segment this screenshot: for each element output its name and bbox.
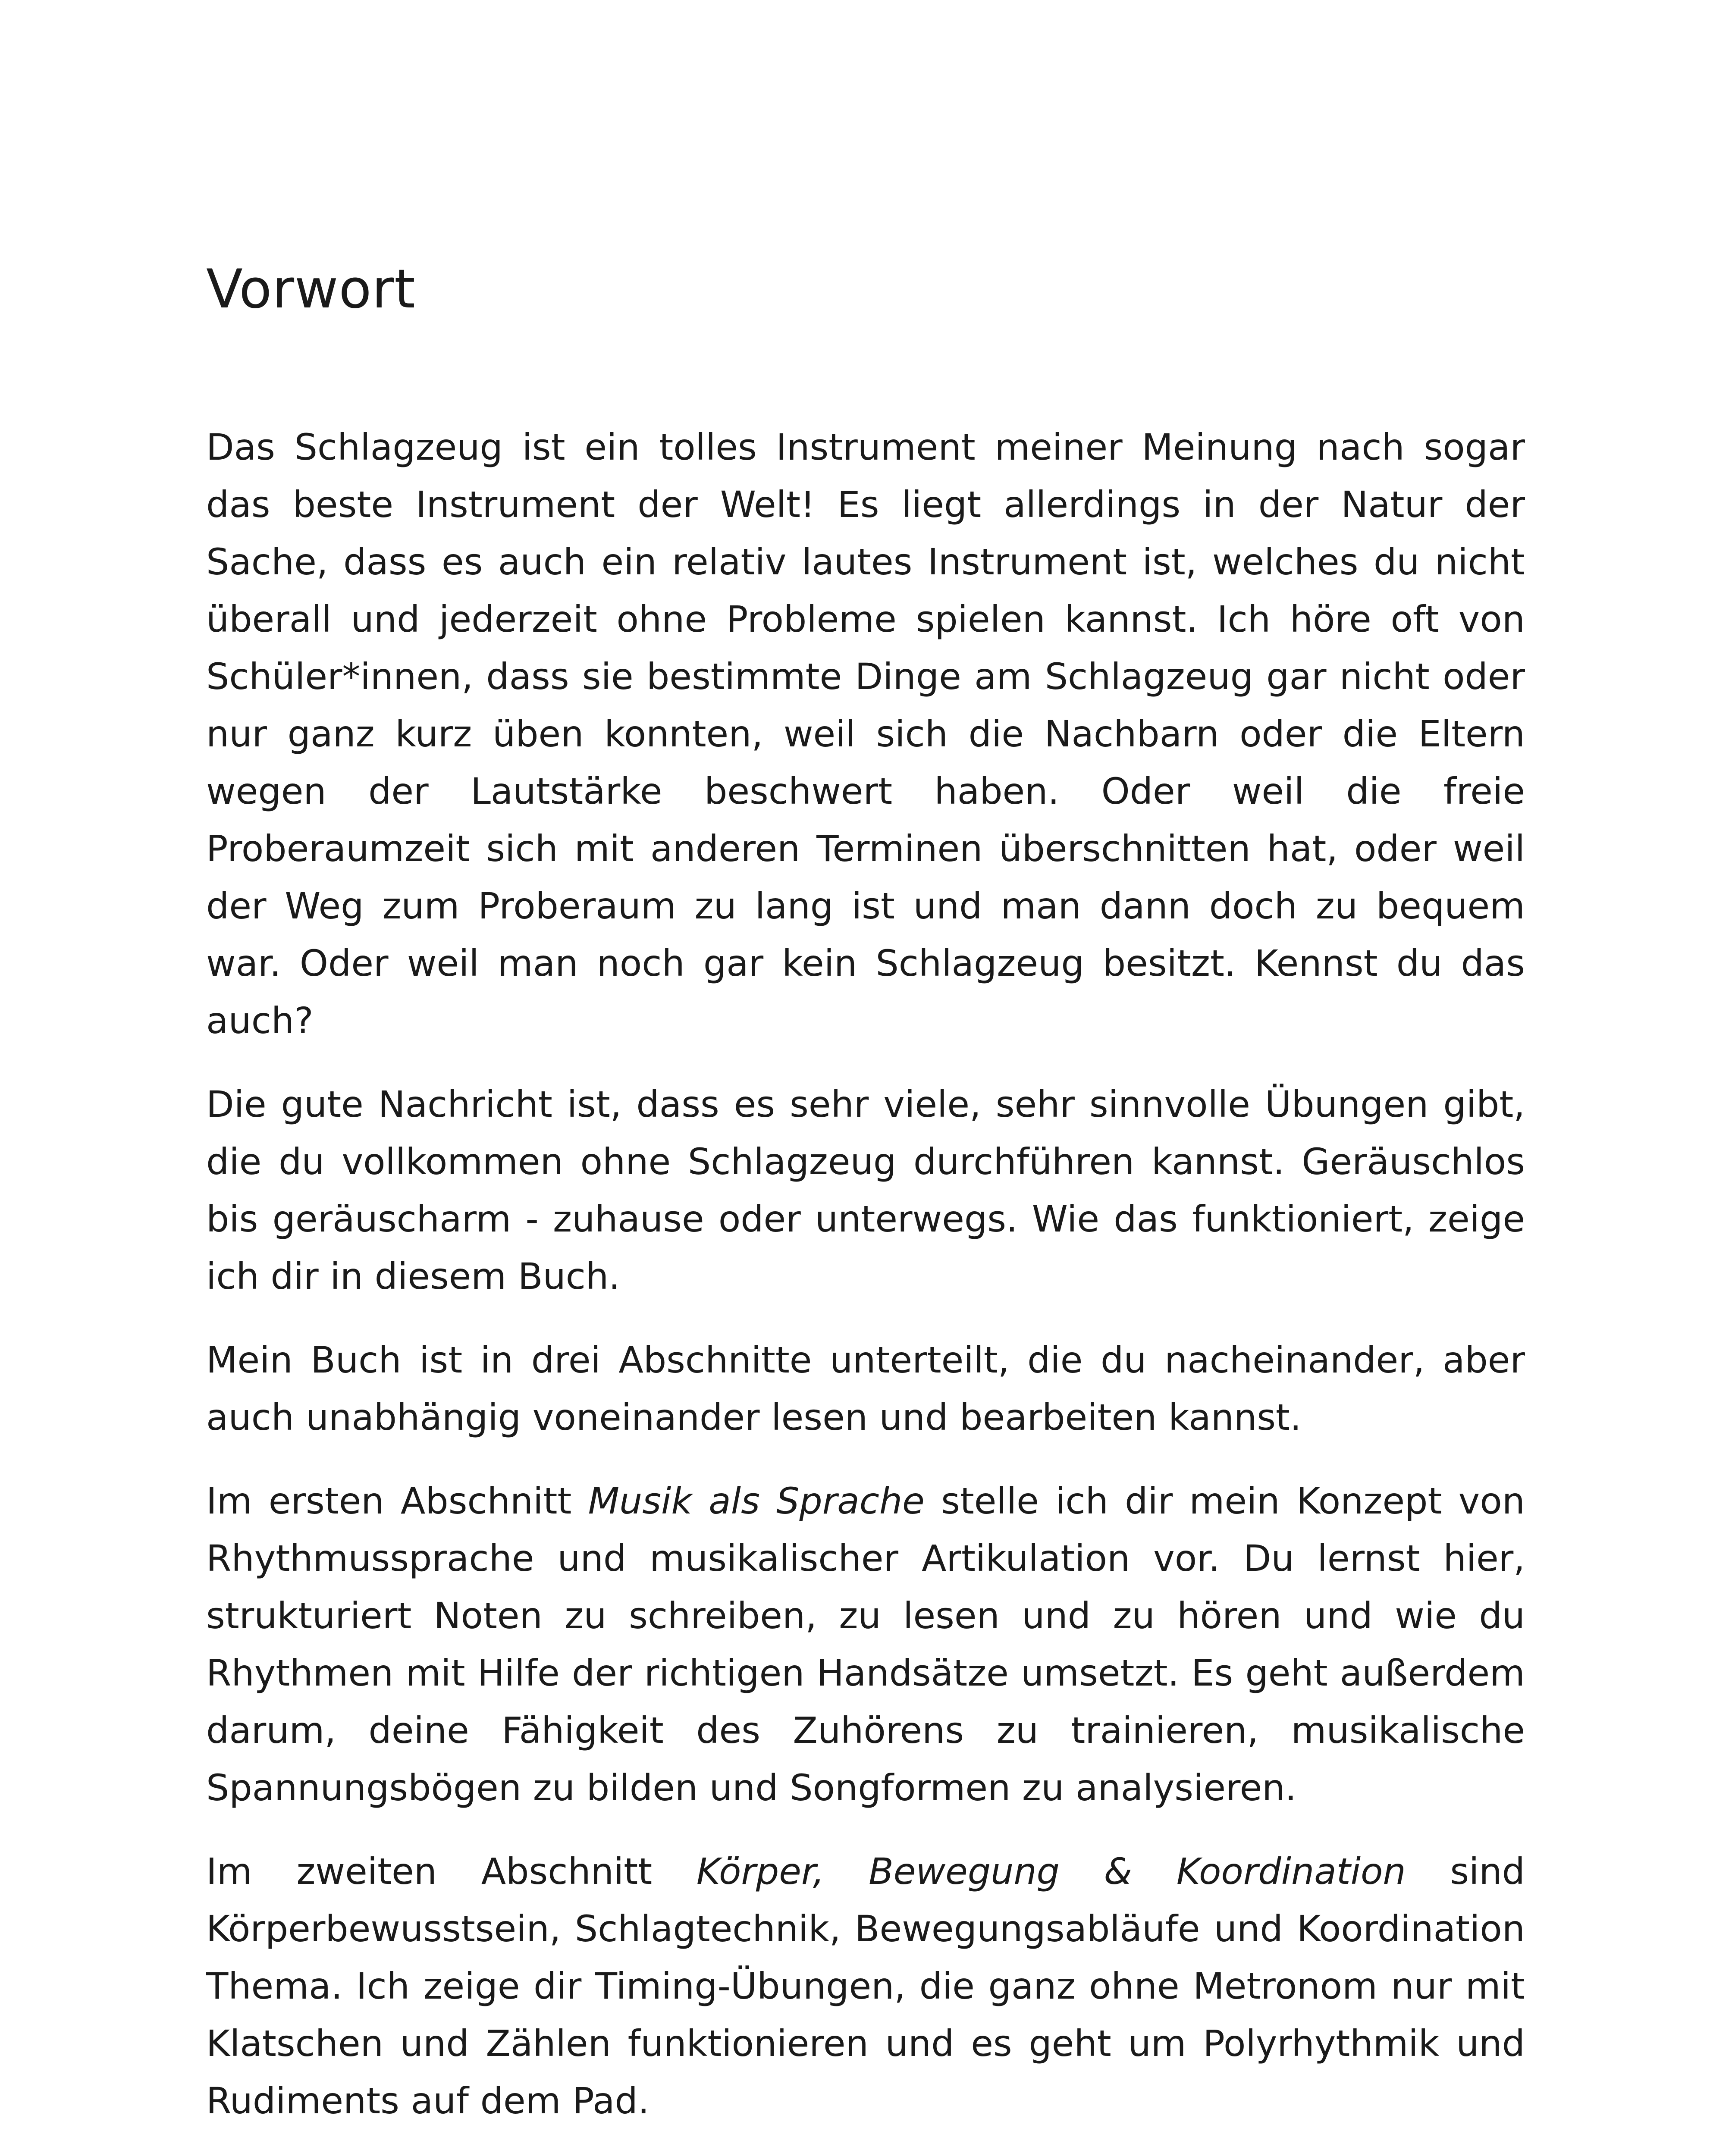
paragraph-intro: Das Schlagzeug ist ein tolles Instrument meiner Meinung nach sogar das beste Instrument der Welt! Es liegt allerdings in der Natur der Sache, dass es auch ein relativ lautes Instrument ist, welches du nicht überall und jederzeit ohne Probleme spielen kannst. Ich höre oft von Schüler*innen, dass sie bestimmte Dinge am Schlagzeug gar nicht oder nur ganz kurz üben konnten, weil sich die Nachbarn oder die Eltern wegen der Lautstärke beschwert haben. Oder weil die freie Proberaumzeit sich mit anderen Terminen überschnitten hat, oder weil der Weg zum Proberaum zu lang ist und man dann doch zu bequem war. Oder weil man noch gar kein Schlagzeug besitzt. Kennst du das auch? bbox=[206, 426, 1525, 1042]
paragraph-section-one-lead: Im ersten Abschnitt bbox=[206, 1479, 588, 1522]
page-content bbox=[206, 259, 1525, 2156]
paragraph-section-one-body: stelle ich dir mein Konzept von Rhythmussprache und musikalischer Artikulation vor. Du lernst hier, strukturiert Noten zu schreiben, zu lesen und zu hören und wie du Rhythmen mit Hilfe der richtigen Handsätze umsetzt. Es geht außerdem darum, deine Fähigkeit des Zuhörens zu trainieren, musikalische Spannungsbögen zu bilden und Songformen zu analysieren. bbox=[206, 1479, 1525, 1809]
paragraph-section-one bbox=[206, 1473, 1525, 1817]
paragraph-structure: Mein Buch ist in drei Abschnitte unterteilt, die du nacheinander, aber auch unabhängig voneinander lesen und bearbeiten kannst. bbox=[206, 1338, 1525, 1438]
paragraph-good-news: Die gute Nachricht ist, dass es sehr viele, sehr sinnvolle Übungen gibt, die du vollkommen ohne Schlagzeug durchführen kannst. Geräuschlos bis geräuscharm - zuhause oder unterwegs. Wie das funktioniert, zeige ich dir in diesem Buch. bbox=[206, 1083, 1525, 1297]
paragraph-section-two bbox=[206, 1843, 1525, 2130]
paragraph-section-two-lead: Im zweiten Abschnitt bbox=[206, 1850, 697, 1893]
paragraph-section-two-body: sind Körperbewusstsein, Schlagtechnik, Bewegungsabläufe und Koordination Thema. Ich zeige dir Timing-Übungen, die ganz ohne Metronom nur mit Klatschen und Zählen funktionieren und es geht um Polyrhythmik und Rudiments auf dem Pad. bbox=[206, 1850, 1525, 2122]
page-title: Vorwort bbox=[206, 258, 416, 320]
section-one-title: Musik als Sprache bbox=[588, 1479, 925, 1522]
section-two-title: Körper, Bewegung & Koordination bbox=[696, 1850, 1406, 1893]
